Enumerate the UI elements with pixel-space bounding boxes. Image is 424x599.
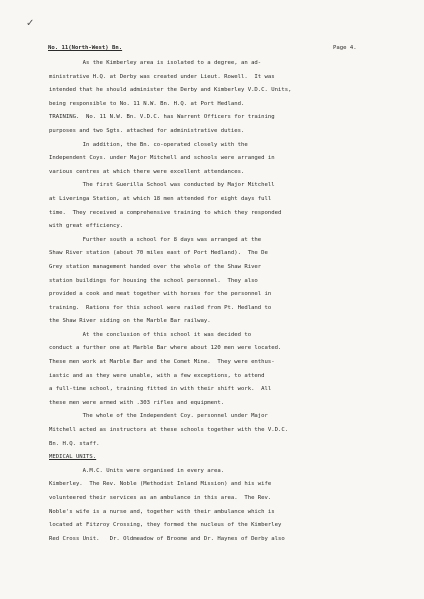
check-mark-icon: ✓ bbox=[26, 18, 35, 29]
text-line: Further south a school for 8 days was arranged at the bbox=[49, 236, 262, 243]
text-line: volunteered their services as an ambulance in this area. The Rev. bbox=[49, 495, 272, 501]
text-line: purposes and two Sgts. attached for administrative duties. bbox=[49, 127, 245, 134]
text-line: Independent Coys. under Major Mitchell and schools were arranged in bbox=[49, 155, 275, 162]
text-line: At the conclusion of this school it was decided to bbox=[49, 331, 252, 338]
text-line: These men work at Marble Bar and the Comet Mine. They were enthus- bbox=[49, 359, 275, 366]
text-line: located at Fitzroy Crossing, they formed the nucleus of the Kimberley bbox=[49, 522, 282, 529]
text-line: being responsible to No. 11 N.W. Bn. H.Q. at Port Hedland. bbox=[49, 100, 245, 107]
document-body bbox=[49, 57, 381, 546]
text-line: provided a cook and meat together with horses for the personnel in bbox=[49, 291, 272, 298]
text-line: ministrative H.Q. at Derby was created under Lieut. Rowell. It was bbox=[49, 73, 275, 80]
text-line: station buildings for housing the school personnel. They also bbox=[49, 277, 258, 284]
text-line: The first Guerilla School was conducted by Major Mitchell bbox=[49, 182, 275, 189]
text-line: at Liveringa Station, at which 18 men attended for eight days full bbox=[49, 195, 272, 202]
text-line: training. Rations for this school were railed from Pt. Hedland to bbox=[49, 304, 272, 311]
page-header bbox=[48, 45, 378, 55]
battalion-title: No. 11(North-West) Bn. bbox=[48, 45, 123, 51]
text-line: various centres at which there were excellent attendances. bbox=[49, 168, 245, 175]
text-line: Bn. H.Q. staff. bbox=[49, 440, 100, 447]
text-line: Kimberley. The Rev. Noble (Methodist Inland Mission) and his wife bbox=[49, 481, 272, 488]
text-line: As the Kimberley area is isolated to a degree, an ad- bbox=[49, 60, 262, 66]
text-line: Red Cross Unit. Dr. Oldmeadow of Broome and Dr. Haynes of Derby also bbox=[49, 535, 285, 542]
text-line: Mitchell acted as instructors at these schools together with the V.D.C. bbox=[49, 427, 289, 434]
text-line: time. They received a comprehensive training to which they responded bbox=[49, 209, 282, 216]
section-heading-medical-units: MEDICAL UNITS. bbox=[49, 454, 97, 461]
text-line: In addition, the Bn. co-operated closely with the bbox=[49, 141, 248, 148]
text-line: Noble's wife is a nurse and, together with their ambulance which is bbox=[49, 508, 275, 515]
text-line: the Shaw River siding on the Marble Bar railway. bbox=[49, 318, 211, 325]
text-line: The whole of the Independent Coy. personnel under Major bbox=[49, 413, 268, 420]
text-line: Shaw River station (about 70 miles east of Port Hedland). The De bbox=[49, 250, 268, 257]
text-line: these men were armed with .303 rifles and equipment. bbox=[49, 399, 225, 406]
text-line: with great efficiency. bbox=[49, 223, 124, 230]
text-line: intended that he should administer the Derby and Kimberley V.D.C. Units, bbox=[49, 87, 292, 94]
text-line: Grey station management handed over the whole of the Shaw River bbox=[49, 263, 262, 270]
text-line: TRAINING. No. 11 N.W. Bn. V.D.C. has Warrent Officers for training bbox=[49, 114, 275, 121]
page-number: Page 4. bbox=[333, 45, 357, 51]
text-line: A.M.C. Units were organised in every area. bbox=[49, 467, 225, 474]
text-line: iastic and as they were unable, with a few exceptions, to attend bbox=[49, 372, 265, 379]
text-line: a full-time school, training fitted in with their shift work. All bbox=[49, 386, 272, 393]
text-line: conduct a further one at Marble Bar where about 120 men were located. bbox=[49, 345, 282, 352]
